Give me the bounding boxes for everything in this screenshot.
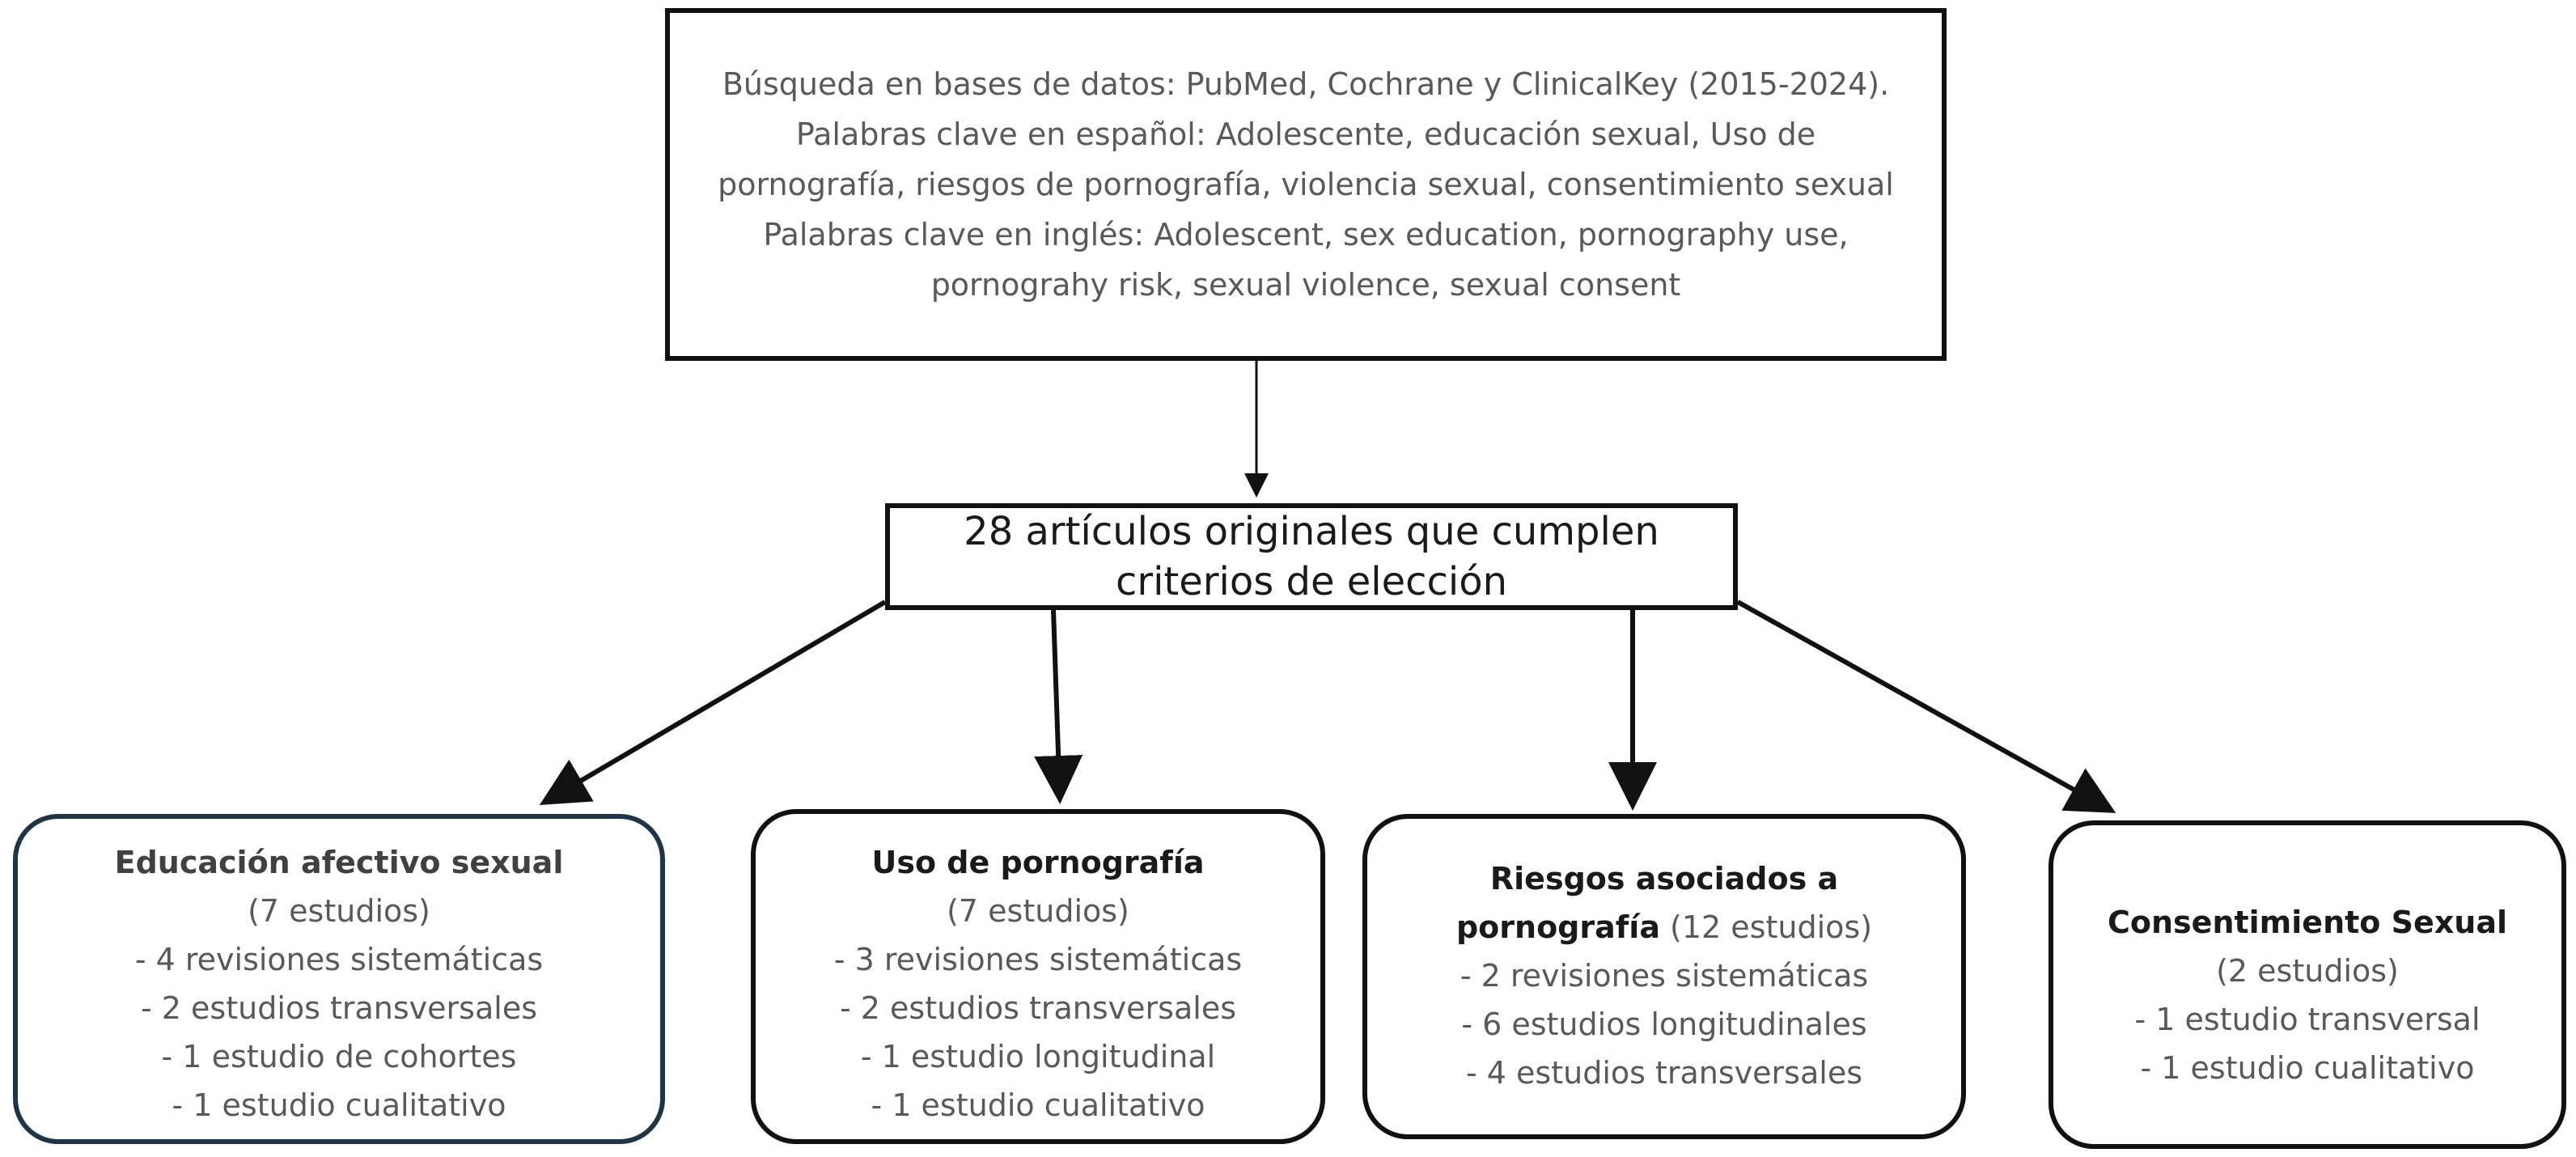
category-item: - 1 estudio de cohortes bbox=[161, 1039, 517, 1074]
category-item: - 6 estudios longitudinales bbox=[1461, 1007, 1867, 1042]
arrow-to-consent bbox=[1738, 602, 2112, 811]
category-item: - 4 estudios transversales bbox=[1465, 1055, 1862, 1091]
category-item: - 4 revisiones sistemáticas bbox=[134, 942, 544, 977]
arrow-to-edu bbox=[544, 602, 885, 803]
search-line: Búsqueda en bases de datos: PubMed, Cochrane y ClinicalKey (2015-2024). bbox=[722, 66, 1890, 102]
category-item: - 1 estudio longitudinal bbox=[860, 1039, 1216, 1074]
category-consentimiento-box bbox=[2049, 820, 2566, 1149]
category-item: - 1 estudio cualitativo bbox=[172, 1087, 506, 1123]
search-line: pornografía, riesgos de pornografía, violencia sexual, consentimiento sexual bbox=[718, 167, 1894, 202]
category-uso-box bbox=[751, 809, 1325, 1144]
selected-articles-box bbox=[885, 503, 1738, 610]
category-educacion-box bbox=[13, 814, 665, 1144]
articles-line: 28 artículos originales que cumplen bbox=[964, 509, 1659, 554]
category-title-count-line bbox=[1456, 903, 1872, 951]
category-count: (2 estudios) bbox=[2216, 953, 2399, 989]
category-count: (12 estudios) bbox=[1659, 909, 1873, 945]
search-strategy-box bbox=[665, 8, 1947, 361]
category-item: - 2 revisiones sistemáticas bbox=[1460, 958, 1869, 994]
search-line: Palabras clave en español: Adolescente, educación sexual, Uso de bbox=[795, 117, 1816, 152]
category-riesgos-box bbox=[1362, 814, 1966, 1139]
category-title-cont: pornografía bbox=[1455, 909, 1660, 945]
category-title: Uso de pornografía bbox=[871, 845, 1205, 880]
category-title: Riesgos asociados a bbox=[1489, 861, 1839, 896]
category-count: (7 estudios) bbox=[947, 893, 1129, 929]
search-line: Palabras clave en inglés: Adolescent, sex education, pornography use, bbox=[763, 217, 1849, 252]
category-item: - 1 estudio cualitativo bbox=[871, 1087, 1205, 1123]
articles-line: criterios de elección bbox=[1115, 559, 1508, 604]
arrow-to-uso bbox=[1053, 610, 1060, 799]
category-item: - 2 estudios transversales bbox=[839, 990, 1236, 1026]
search-line: pornograhy risk, sexual violence, sexual consent bbox=[930, 267, 1681, 303]
category-item: - 1 estudio cualitativo bbox=[2140, 1050, 2475, 1086]
category-item: - 2 estudios transversales bbox=[140, 990, 537, 1026]
category-item: - 1 estudio transversal bbox=[2134, 1002, 2481, 1037]
category-count: (7 estudios) bbox=[248, 893, 430, 929]
category-title: Consentimiento Sexual bbox=[2108, 905, 2507, 940]
category-item: - 3 revisiones sistemáticas bbox=[833, 942, 1243, 977]
category-title: Educación afectivo sexual bbox=[114, 845, 564, 880]
